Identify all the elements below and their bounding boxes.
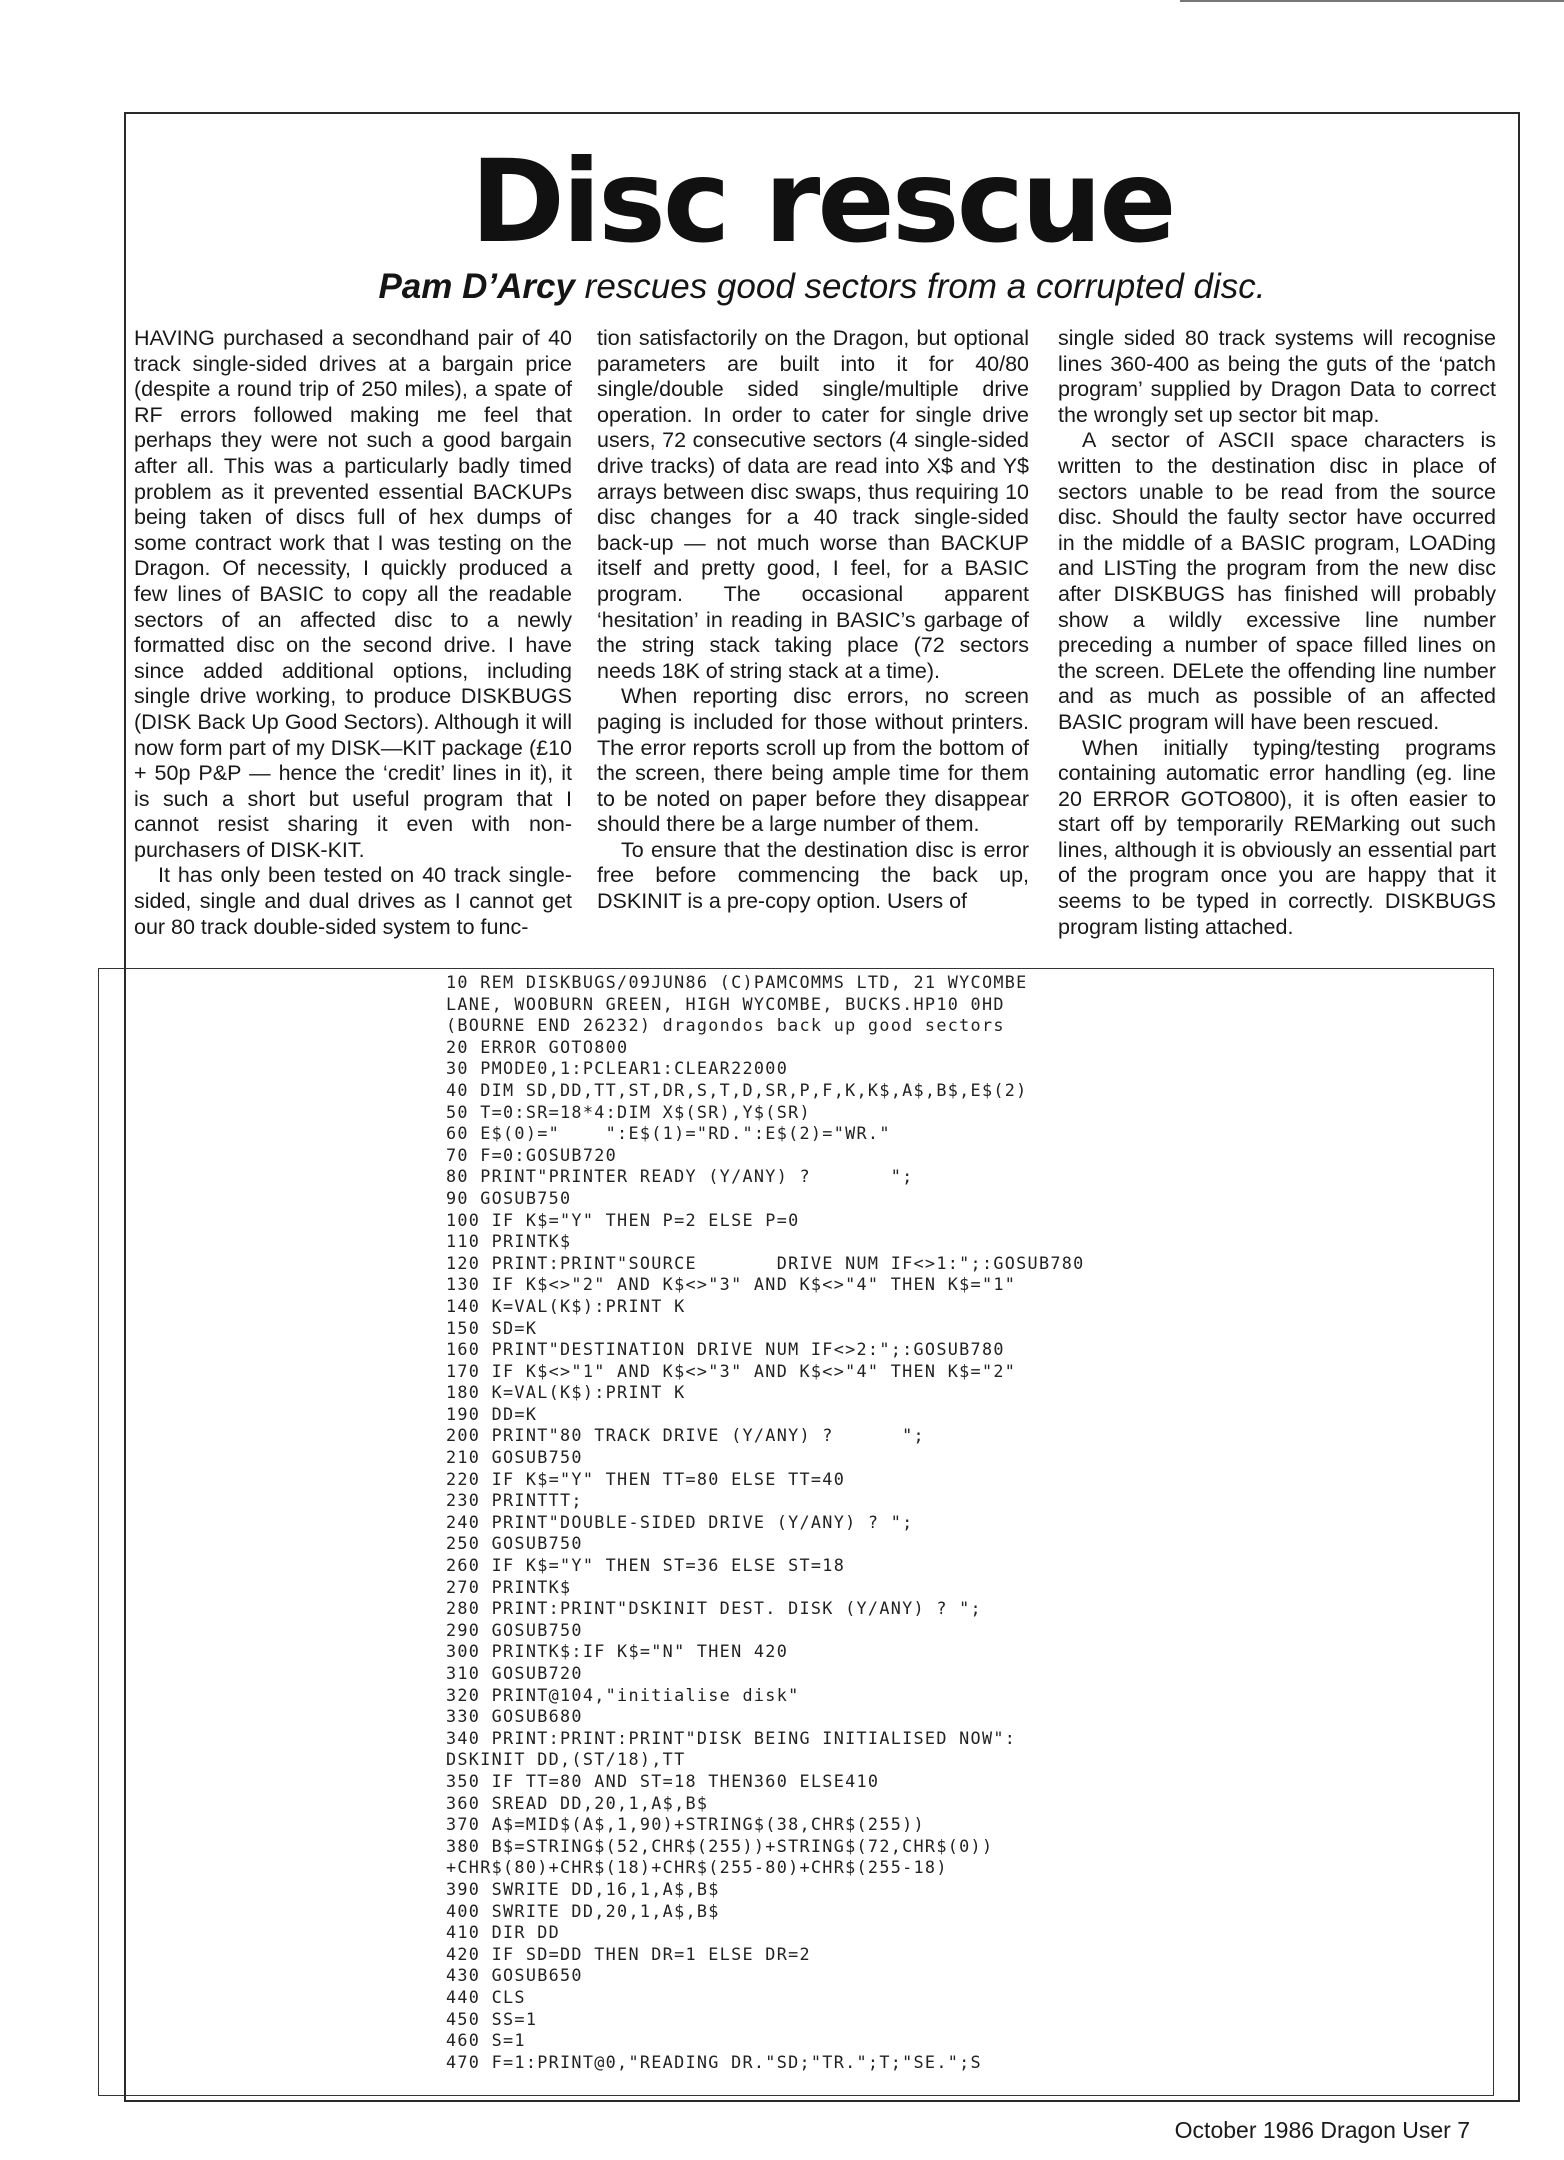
- listing-line: 150 SD=K: [446, 1317, 538, 1338]
- listing-line: 370 A$=MID$(A$,1,90)+STRING$(38,CHR$(255)): [446, 1814, 925, 1835]
- listing-line: 320 PRINT@104,"initialise disk": [446, 1684, 800, 1705]
- listing-line: +CHR$(80)+CHR$(18)+CHR$(255-80)+CHR$(255-18): [446, 1857, 948, 1878]
- listing-line: 410 DIR DD: [446, 1922, 561, 1943]
- paragraph: It has only been tested on 40 track single-sided, single and dual drives as I cannot get our 80 track double-sided system to func-: [134, 863, 572, 939]
- listing-line: 420 IF SD=DD THEN DR=1 ELSE DR=2: [446, 1943, 811, 1964]
- page-footer: October 1986 Dragon User 7: [1174, 2117, 1470, 2143]
- listing-line: 70 F=0:GOSUB720: [446, 1144, 618, 1165]
- listing-line: 340 PRINT:PRINT:PRINT"DISK BEING INITIALISED NOW":: [446, 1727, 1017, 1748]
- listing-line: 180 K=VAL(K$):PRINT K: [446, 1382, 686, 1403]
- listing-line: 220 IF K$="Y" THEN TT=80 ELSE TT=40: [446, 1468, 846, 1489]
- program-listing: [446, 972, 1506, 2092]
- listing-line: 50 T=0:SR=18*4:DIM X$(SR),Y$(SR): [446, 1101, 811, 1122]
- listing-line: 360 SREAD DD,20,1,A$,B$: [446, 1792, 709, 1813]
- listing-line: 300 PRINTK$:IF K$="N" THEN 420: [446, 1641, 789, 1662]
- article-subtitle: rescues good sectors from a corrupted disc.: [574, 267, 1266, 306]
- paragraph: tion satisfactorily on the Dragon, but optional parameters are built into it for 40/80 single/double sided single/multiple drive operation. In order to cater for single drive users, 72 consecutive sectors (4 single-sided drive tracks) of data are read into X$ and Y$ arrays between disc swaps, thus requiring 10 disc changes for a 40 track single-sided back-up — not much worse than BACKUP itself and pretty good, I feel, for a BASIC program. The occasional apparent ‘hesitation’ in reading in BASIC’s garbage of the string stack taking place (72 sectors needs 18K of string stack at a time).: [597, 326, 1029, 683]
- listing-line: 440 CLS: [446, 1986, 526, 2007]
- listing-line: 30 PMODE0,1:PCLEAR1:CLEAR22000: [446, 1058, 789, 1079]
- paragraph: A sector of ASCII space characters is written to the destination disc in place of sectors unable to be read from the source disc. Should the faulty sector have occurred in the middle of a BASIC program, LOADing and LISTing the program from the new disc after DISKBUGS has finished will probably show a wildly excessive line number preceding a number of space filled lines on the screen. DELete the offending line number and as much as possible of an affected BASIC program will have been rescued.: [1058, 428, 1496, 734]
- author-name: Pam D’Arcy: [378, 267, 575, 306]
- article-byline: [124, 264, 1520, 310]
- listing-line: DSKINIT DD,(ST/18),TT: [446, 1749, 686, 1770]
- listing-line: 120 PRINT:PRINT"SOURCE DRIVE NUM IF<>1:";:GOSUB780: [446, 1252, 1085, 1273]
- body-column-2: [597, 326, 1029, 956]
- listing-line: 110 PRINTK$: [446, 1231, 572, 1252]
- listing-line: 140 K=VAL(K$):PRINT K: [446, 1295, 686, 1316]
- listing-line: 210 GOSUB750: [446, 1447, 583, 1468]
- top-edge-rule: [1180, 0, 1564, 2]
- listing-line: 20 ERROR GOTO800: [446, 1036, 629, 1057]
- listing-line: 90 GOSUB750: [446, 1187, 572, 1208]
- listing-line: 290 GOSUB750: [446, 1619, 583, 1640]
- listing-line: 80 PRINT"PRINTER READY (Y/ANY) ? ";: [446, 1166, 914, 1187]
- listing-line: 330 GOSUB680: [446, 1706, 583, 1727]
- listing-line: 280 PRINT:PRINT"DSKINIT DEST. DISK (Y/ANY) ? ";: [446, 1598, 982, 1619]
- listing-line: 380 B$=STRING$(52,CHR$(255))+STRING$(72,CHR$(0)): [446, 1835, 994, 1856]
- listing-line: 240 PRINT"DOUBLE-SIDED DRIVE (Y/ANY) ? ";: [446, 1511, 914, 1532]
- listing-line: 390 SWRITE DD,16,1,A$,B$: [446, 1878, 720, 1899]
- listing-line: 470 F=1:PRINT@0,"READING DR."SD;"TR.";T;"SE.";S: [446, 2051, 982, 2072]
- listing-line: 130 IF K$<>"2" AND K$<>"3" AND K$<>"4" THEN K$="1": [446, 1274, 1017, 1295]
- listing-line: 230 PRINTTT;: [446, 1490, 583, 1511]
- listing-line: 160 PRINT"DESTINATION DRIVE NUM IF<>2:";:GOSUB780: [446, 1339, 1005, 1360]
- listing-line: 460 S=1: [446, 2030, 526, 2051]
- listing-line: 260 IF K$="Y" THEN ST=36 ELSE ST=18: [446, 1555, 846, 1576]
- paragraph: When reporting disc errors, no screen paging is included for those without printers. The error reports scroll up from the bottom of the screen, there being ample time for them to be noted on paper before they disappear should there be a large number of them.: [597, 684, 1029, 837]
- listing-line: 10 REM DISKBUGS/09JUN86 (C)PAMCOMMS LTD, 21 WYCOMBE: [446, 972, 1028, 992]
- paragraph: single sided 80 track systems will recognise lines 360-400 as being the guts of the ‘patch program’ supplied by Dragon Data to correct the wrongly set up sector bit map.: [1058, 326, 1496, 427]
- listing-line: 170 IF K$<>"1" AND K$<>"3" AND K$<>"4" THEN K$="2": [446, 1360, 1017, 1381]
- listing-line: 200 PRINT"80 TRACK DRIVE (Y/ANY) ? ";: [446, 1425, 925, 1446]
- paragraph: HAVING purchased a secondhand pair of 40 track single-sided drives at a bargain price (despite a round trip of 250 miles), a spate of RF errors followed making me feel that perhaps they were not such a good bargain after all. This was a particularly badly timed problem as it prevented essential BACKUPs being taken of discs full of hex dumps of some contract work that I was testing on the Dragon. Of necessity, I quickly produced a few lines of BASIC to copy all the readable sectors of an affected disc to a newly formatted disc on the second drive. I have since added additional options, including single drive working, to produce DISKBUGS (DISK Back Up Good Sectors). Although it will now form part of my DISK—KIT package (£10 + 50p P&P — hence the ‘credit’ lines in it), it is such a short but useful program that I cannot resist sharing it even with non-purchasers of DISK-KIT.: [134, 326, 572, 862]
- listing-line: 60 E$(0)=" ":E$(1)="RD.":E$(2)="WR.": [446, 1123, 891, 1144]
- listing-line: (BOURNE END 26232) dragondos back up good sectors: [446, 1015, 1005, 1036]
- listing-line: 100 IF K$="Y" THEN P=2 ELSE P=0: [446, 1209, 800, 1230]
- listing-line: 190 DD=K: [446, 1403, 538, 1424]
- listing-line: LANE, WOOBURN GREEN, HIGH WYCOMBE, BUCKS.HP10 0HD: [446, 993, 1005, 1014]
- listing-line: 310 GOSUB720: [446, 1663, 583, 1683]
- listing-line: 40 DIM SD,DD,TT,ST,DR,S,T,D,SR,P,F,K,K$,A$,B$,E$(2): [446, 1079, 1028, 1100]
- listing-line: 250 GOSUB750: [446, 1533, 583, 1554]
- listing-line: 350 IF TT=80 AND ST=18 THEN360 ELSE410: [446, 1770, 880, 1791]
- listing-line: 430 GOSUB650: [446, 1965, 583, 1986]
- listing-line: 270 PRINTK$: [446, 1576, 572, 1597]
- body-column-3: [1058, 326, 1496, 956]
- paragraph: To ensure that the destination disc is error free before commencing the back up, DSKINIT is a pre-copy option. Users of: [597, 837, 1029, 914]
- paragraph: When initially typing/testing programs containing automatic error handling (eg. line 20 ERROR GOTO800), it is often easier to start off by temporarily REMarking out such lines, although it is obviously an essential part of the program once you are happy that it seems to be typed in correctly. DISKBUGS program listing attached.: [1058, 735, 1496, 939]
- listing-line: 400 SWRITE DD,20,1,A$,B$: [446, 1900, 720, 1921]
- article-title: Disc rescue: [470, 135, 1174, 268]
- listing-line: 450 SS=1: [446, 2008, 538, 2029]
- body-column-1: [134, 326, 572, 956]
